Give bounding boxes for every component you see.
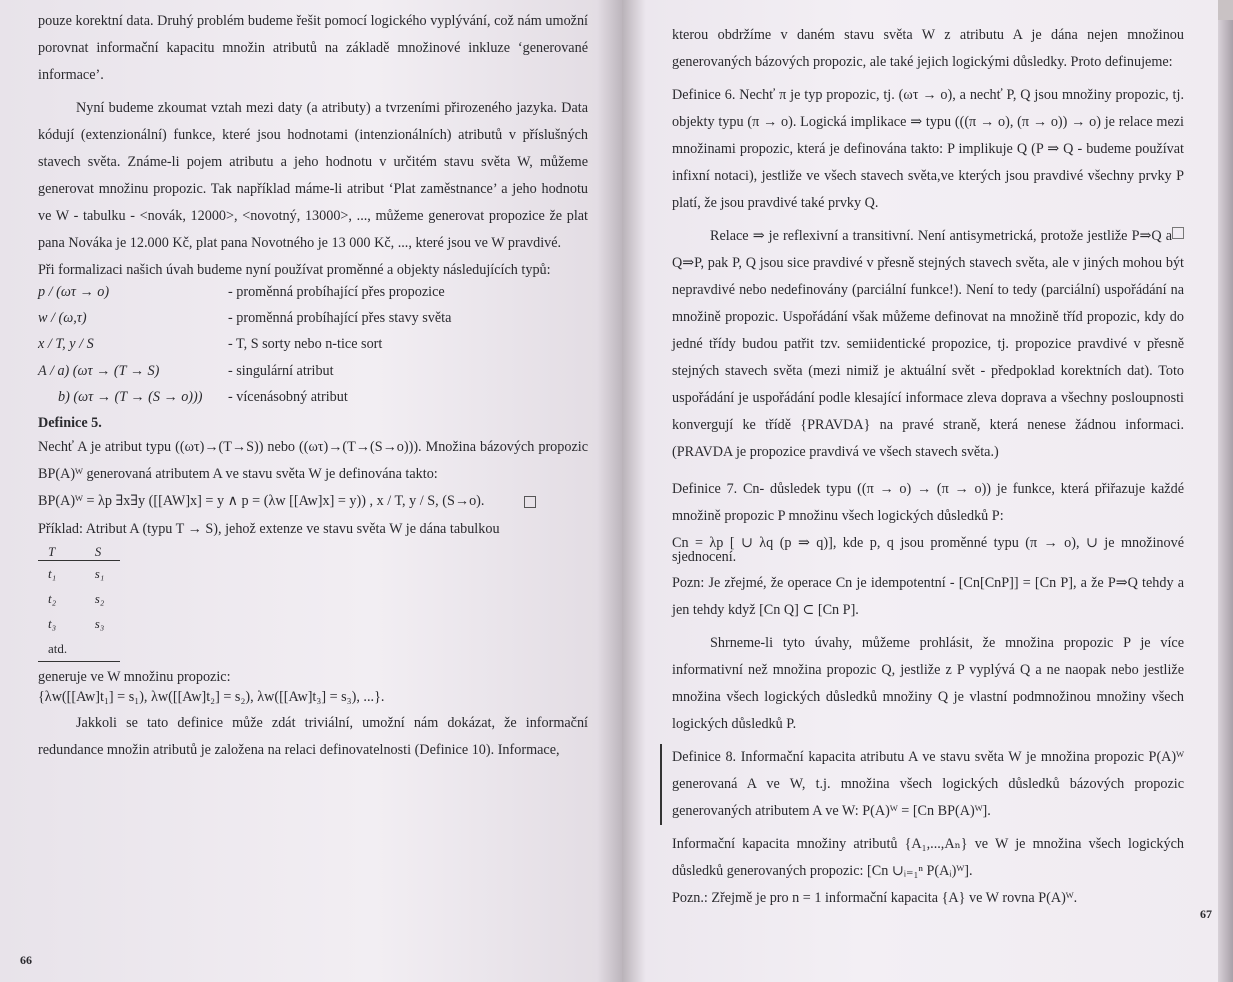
- proposition-set: {λw([[Aw]t₁] = s₁), λw([[Aw]t₂] = s₂), λw([[Aw]t₃] = s₃), ...}.: [38, 688, 385, 705]
- var-desc: - T, S sorty nebo n-tice sort: [228, 336, 383, 353]
- variable-list: [38, 285, 588, 404]
- left-paragraph-2: Nyní budeme zkoumat vztah mezi daty (a atributy) a tvrzeními přirozeného jazyka. Data kódují (extenzionální) funkce, které jsou hodnotami (intenzionálních) atributů v příslušných stavech světa. Známe-li pojem atributu a jeho hodnotu v určitém stavu světa W, můžeme generovat množinu propozic. Tak například máme-li atribut ‘Plat zaměstnance’ a jeho hodnotu ve W - tabulku - <novák, 12000>, <novotný, 13000>, ..., můžeme generovat propozice že plat pana Nováka je 12.000 Kč, plat pana Novotného je 13 000 Kč, ..., které jsou ve W pravdivé.: [38, 99, 588, 251]
- definition-5-formula: BP(A)ᵂ = λp ∃x∃y ([[AW]x] = y ∧ p = (λw [[Aw]x] = y)) , x / T, y / S, (S→ο).: [38, 494, 588, 508]
- table-cell: s₁: [94, 565, 105, 581]
- definition-6: Definice 6. Nechť π je typ propozic, tj. (ωτ → ο), a nechť P, Q jsou množiny propozic, tj. objekty typu (π → ο). Logická implikace ⇒ typu (((π → ο), (π → ο)) → ο) je relace mezi množinami propozic, která je definována takto: P implikuje Q (P ⇒ Q - budeme používat infixní notaci), jestliže ve všech stavech světa,ve kterých jsou pravdivé všechny prvky P platí, že jsou pravdivé také prvky Q.: [672, 86, 1184, 211]
- table-header: S: [85, 543, 120, 561]
- definition-5-title: Definice 5.: [38, 415, 102, 432]
- var-symbol: A / a) (ωτ → (T → S): [38, 362, 160, 379]
- page-number: 67: [1200, 907, 1212, 921]
- var-desc: - proměnná probíhající přes propozice: [228, 284, 445, 301]
- table-cell: s₃: [94, 615, 105, 631]
- page-number: 66: [20, 953, 32, 967]
- left-paragraph-6: Jakkoli se tato definice může zdát triviální, umožní nám dokázat, že informační redundance množin atributů je založena na relaci definovatelnosti (Definice 10). Informace,: [38, 715, 588, 759]
- table-cell: atd.: [38, 636, 85, 662]
- definition-8-block: [660, 744, 1184, 825]
- left-paragraph-3: Při formalizaci našich úvah budeme nyní používat proměnné a objekty následujících typů:: [38, 261, 551, 278]
- table-row: [38, 611, 120, 636]
- var-desc: - vícenásobný atribut: [228, 388, 348, 405]
- left-paragraph-4: generuje ve W množinu propozic:: [38, 668, 231, 685]
- var-symbol: b) (ωτ → (T → (S → ο))): [58, 388, 203, 405]
- note-2: Pozn.: Zřejmě je pro n = 1 informační kapacita {A} ve W rovna P(A)ᵂ.: [672, 889, 1078, 906]
- table-row: [38, 636, 120, 662]
- extension-table: [38, 543, 120, 662]
- var-desc: - proměnná probíhající přes stavy světa: [228, 310, 452, 327]
- note-1: Pozn: Je zřejmé, že operace Cn je idempotentní - [Cn[CnP]] = [Cn P], a že P⇒Q tehdy a jen tehdy když [Cn Q] ⊂ [Cn P].: [672, 575, 1184, 619]
- definition-8: Definice 8. Informační kapacita atributu A ve stavu světa W je množina propozic P(A)ᵂ generovaná A ve W, t.j. množina všech logických důsledků bázových propozic generovaných atributem A ve W: P(A)ᵂ = [Cn BP(A)ᵂ].: [672, 749, 1184, 819]
- definition-8-continued: Informační kapacita množiny atributů {A₁,...,Aₙ} ve W je množina všech logických důsledků generovaných propozic: [Cn ∪ᵢ₌₁ⁿ P(Aᵢ)ᵂ].: [672, 835, 1184, 879]
- table-cell: t₃: [48, 615, 57, 631]
- right-page: [622, 0, 1218, 982]
- page-edge: [1218, 20, 1233, 982]
- table-row: [38, 560, 120, 586]
- right-paragraph-2: Relace ⇒ je reflexivní a transitivní. Není antisymetrická, protože jestliže P⇒Q a Q⇒P, pak P, Q jsou sice pravdivé v přesně stejných stavech světa, ale v jiných mohou být nepravdivé nebo nedefinovány (parciální funkce!). Není to tedy (parciální) uspořádání na množině propozic. Uspořádání však můžeme definovat na množině tříd propozic, kdy do jedné třídy budou patřit tzv. semiidentické propozice, tj. propozice pravdivé v přesně stejných stavech světa (mezi nimiž je aktuální svět - předpoklad korektních dat). Toto uspořádání je uspořádání podle klesající informace zleva doprava a všechny posloupnosti konvergují ke třídě {PRAVDA} na pravé straně, která nenese žádnou informaci. (PRAVDA je propozice pravdivá ve všech stavech světa.): [672, 227, 1184, 460]
- right-paragraph-3: Shrneme-li tyto úvahy, můžeme prohlásit, že množina propozic P je více informativní než množina propozic Q, jestliže z P vyplývá Q a ne naopak nebo jestliže množina všech logických důsledků množiny Q je vlastní podmnožinou množiny všech logických důsledků P.: [672, 635, 1184, 733]
- var-symbol: x / T, y / S: [38, 336, 94, 353]
- left-paragraph-1: pouze korektní data. Druhý problém budeme řešit pomocí logického vyplývání, což nám umožní porovnat informační kapacitu množin atributů na základě množinové inkluze ‘generované informace’.: [38, 13, 588, 83]
- end-of-definition-icon: [524, 496, 536, 508]
- table-cell: t₁: [48, 565, 57, 581]
- table-header: T: [38, 543, 85, 561]
- definition-7-formula: Cn = λp [ ∪ λq (p ⇒ q)], kde p, q jsou proměnné typu (π → ο), ∪ je množinové sjednocení.: [672, 534, 1184, 565]
- right-paragraph-1: kterou obdržíme v daném stavu světa W z atributu A je dána nejen množinou generovaných bázových propozic, ale také jejich logickými důsledky. Proto definujeme:: [672, 27, 1184, 70]
- end-of-definition-icon: [1172, 227, 1184, 239]
- table-row: [38, 586, 120, 611]
- table-cell: s₂: [94, 590, 105, 606]
- var-symbol: w / (ω,τ): [38, 310, 87, 327]
- var-symbol: p / (ωτ → ο): [38, 284, 110, 301]
- table-cell: [85, 636, 120, 662]
- table-cell: t₂: [48, 590, 57, 606]
- definition-5-text: Nechť A je atribut typu ((ωτ)→(T→S)) nebo ((ωτ)→(T→(S→ο))). Množina bázových propozic BP(A)ᵂ generovaná atributem A ve stavu světa W je definována takto:: [38, 439, 588, 483]
- var-desc: - singulární atribut: [228, 362, 334, 379]
- definition-7: Definice 7. Cn- důsledek typu ((π → ο) → (π → ο)) je funkce, která přiřazuje každé množině propozic P množinu všech logických důsledků P:: [672, 480, 1184, 524]
- example-text: Příklad: Atribut A (typu T → S), jehož extenze ve stavu světa W je dána tabulkou: [38, 521, 500, 538]
